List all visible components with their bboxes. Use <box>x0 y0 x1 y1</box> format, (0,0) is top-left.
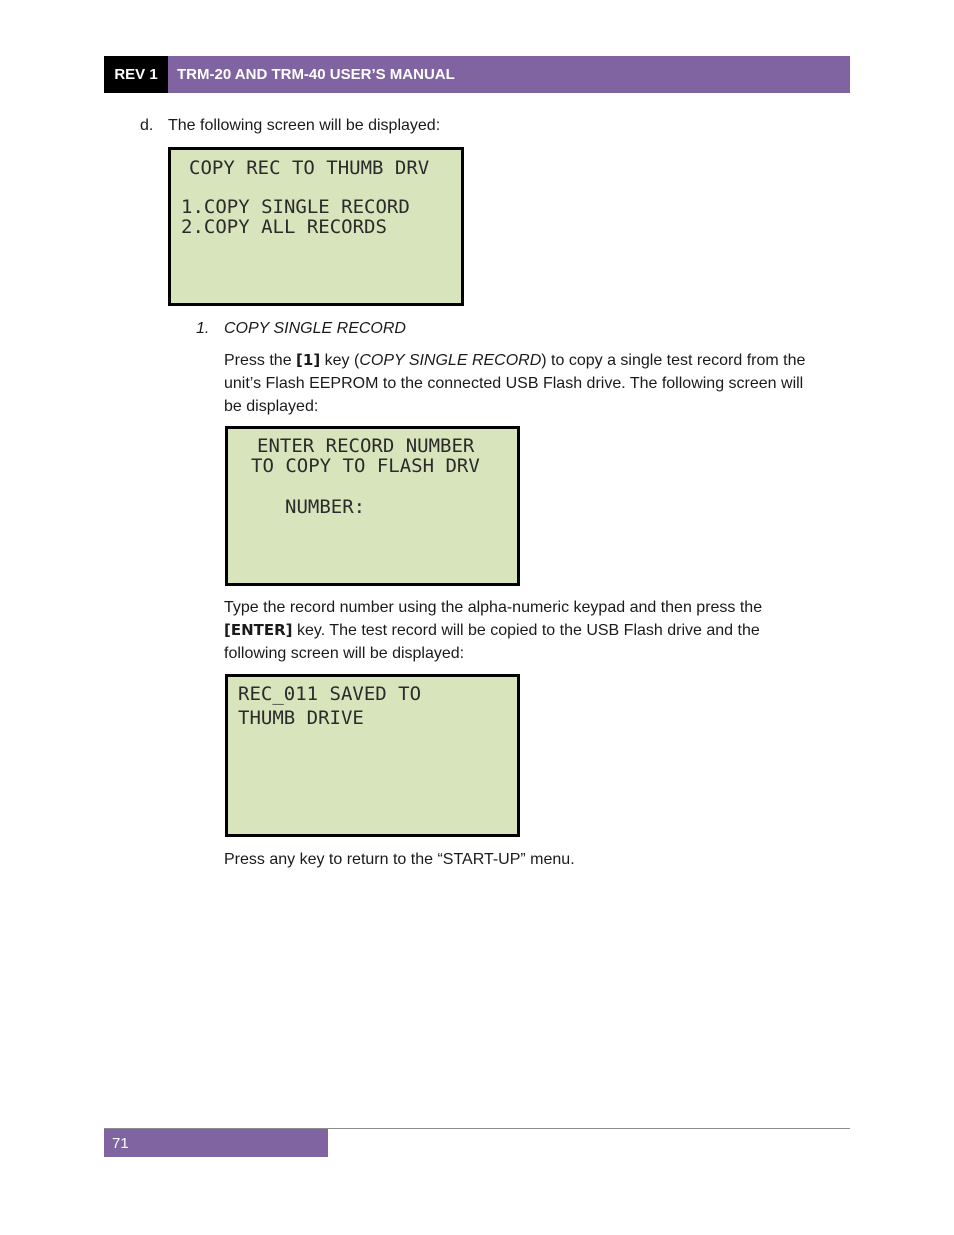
lcd-line: THUMB DRIVE <box>238 707 364 729</box>
lcd-screen-saved <box>225 674 520 837</box>
manual-title: TRM-20 AND TRM-40 USER’S MANUAL <box>177 66 455 83</box>
lcd-line: REC_011 SAVED TO <box>238 683 422 705</box>
revision-label: REV 1 <box>104 56 168 93</box>
key-enter: [ENTER] <box>224 621 293 639</box>
paragraph-line <box>224 619 844 642</box>
paragraph-enter-record <box>224 596 844 665</box>
paragraph-copy-single <box>224 349 844 418</box>
item-1-marker: 1. <box>196 320 210 337</box>
page-header <box>104 56 850 93</box>
step-d-text: The following screen will be displayed: <box>168 117 441 134</box>
lcd-line: 2.COPY ALL RECORDS <box>181 216 387 238</box>
text-span: Press the <box>224 352 297 369</box>
lcd-screen-enter-record <box>225 426 520 586</box>
text-span: key ( <box>320 352 360 369</box>
key-1: [1] <box>296 351 321 369</box>
lcd-line: COPY REC TO THUMB DRV <box>189 157 430 179</box>
paragraph-line: Type the record number using the alpha-numeric keypad and then press the <box>224 599 763 616</box>
lcd-line: NUMBER: <box>285 496 366 518</box>
lcd-screen-copy-menu <box>168 147 464 306</box>
lcd-line: 1.COPY SINGLE RECORD <box>181 196 410 218</box>
emphasis: COPY SINGLE RECORD <box>359 352 542 369</box>
paragraph-line <box>224 349 844 372</box>
page-number: 71 <box>104 1129 328 1157</box>
paragraph-line: following screen will be displayed: <box>224 645 465 662</box>
step-d-marker: d. <box>140 117 154 134</box>
text-span: ) to copy a single test record from the <box>541 352 806 369</box>
item-1-title: COPY SINGLE RECORD <box>224 320 406 337</box>
paragraph-line: unit’s Flash EEPROM to the connected USB Flash drive. The following screen will <box>224 375 804 392</box>
lcd-line: ENTER RECORD NUMBER <box>257 435 475 457</box>
lcd-line: TO COPY TO FLASH DRV <box>251 455 480 477</box>
paragraph-return: Press any key to return to the “START-UP” menu. <box>224 851 575 868</box>
text-span: key. The test record will be copied to the USB Flash drive and the <box>292 622 760 639</box>
paragraph-line: be displayed: <box>224 398 319 415</box>
